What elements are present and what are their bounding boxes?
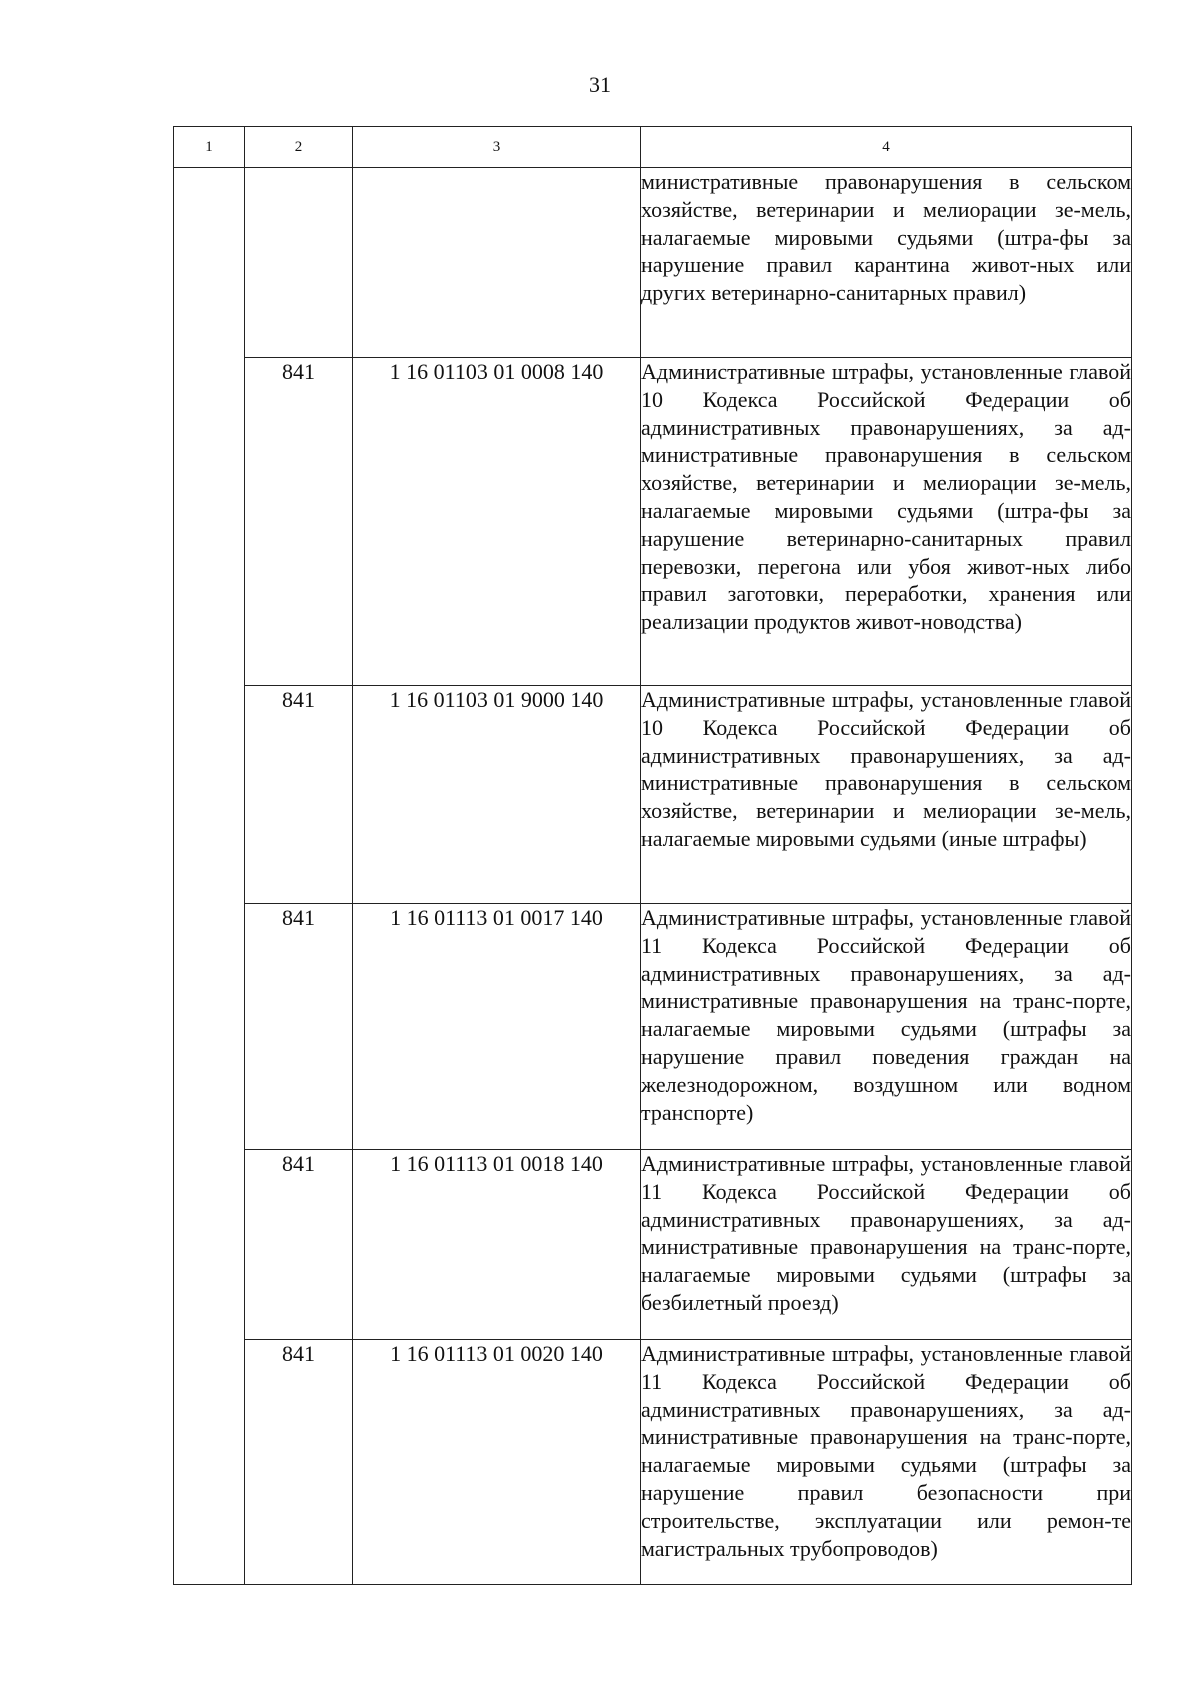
description-cell: Административные штрафы, установленные главой 10 Кодекса Российской Федерации об административных правонарушениях, за ад-министративные правонарушения в сельском хозяйстве, ветеринарии и мелиорации зе-мель, налагаемые мировыми судьями (штра-фы за нарушение ветеринарно-санитарных правил перевозки, перегона или убоя живот-ных либо правил заготовки, переработки, хранения или реализации продуктов живот-новодства): [641, 358, 1132, 686]
column-1-merged-cell: [174, 168, 245, 1585]
agency-code-cell: 841: [245, 686, 353, 904]
budget-classification-code-cell: 1 16 01113 01 0017 140: [353, 904, 641, 1150]
budget-classification-code-cell: [353, 168, 641, 358]
description-cell: Административные штрафы, установленные главой 11 Кодекса Российской Федерации об административных правонарушениях, за ад-министративные правонарушения на транс-порте, налагаемые мировыми судьями (штрафы за безбилетный проезд): [641, 1150, 1132, 1340]
description-cell: министративные правонарушения в сельском хозяйстве, ветеринарии и мелиорации зе-мель, налагаемые мировыми судьями (штра-фы за нарушение правил карантина живот-ных или других ветеринарно-санитарных правил): [641, 168, 1132, 358]
page-number: 31: [589, 72, 611, 97]
budget-classification-code-cell: 1 16 01113 01 0018 140: [353, 1150, 641, 1340]
description-cell: Административные штрафы, установленные главой 10 Кодекса Российской Федерации об административных правонарушениях, за ад-министративные правонарушения в сельском хозяйстве, ветеринарии и мелиорации зе-мель, налагаемые мировыми судьями (иные штрафы): [641, 686, 1132, 904]
description-cell: Административные штрафы, установленные главой 11 Кодекса Российской Федерации об административных правонарушениях, за ад-министративные правонарушения на транс-порте, налагаемые мировыми судьями (штрафы за нарушение правил безопасности при строительстве, эксплуатации или ремон-те магистральных трубопроводов): [641, 1340, 1132, 1585]
agency-code-cell: 841: [245, 358, 353, 686]
agency-code-cell: [245, 168, 353, 358]
table-row: [174, 904, 1132, 1150]
table-row: [174, 168, 1132, 358]
column-header-1: 1: [174, 127, 245, 168]
table-row: [174, 686, 1132, 904]
revenue-codes-table: [173, 126, 1132, 1585]
agency-code-cell: 841: [245, 904, 353, 1150]
description-cell: Административные штрафы, установленные главой 11 Кодекса Российской Федерации об административных правонарушениях, за ад-министративные правонарушения на транс-порте, налагаемые мировыми судьями (штрафы за нарушение правил поведения граждан на железнодорожном, воздушном или водном транспорте): [641, 904, 1132, 1150]
column-header-4: 4: [641, 127, 1132, 168]
table-row: [174, 1340, 1132, 1585]
table-row: [174, 1150, 1132, 1340]
column-header-3: 3: [353, 127, 641, 168]
agency-code-cell: 841: [245, 1340, 353, 1585]
column-header-2: 2: [245, 127, 353, 168]
table-header-row: [174, 127, 1132, 168]
budget-classification-code-cell: 1 16 01113 01 0020 140: [353, 1340, 641, 1585]
agency-code-cell: 841: [245, 1150, 353, 1340]
budget-classification-code-cell: 1 16 01103 01 9000 140: [353, 686, 641, 904]
table-row: [174, 358, 1132, 686]
budget-classification-code-cell: 1 16 01103 01 0008 140: [353, 358, 641, 686]
